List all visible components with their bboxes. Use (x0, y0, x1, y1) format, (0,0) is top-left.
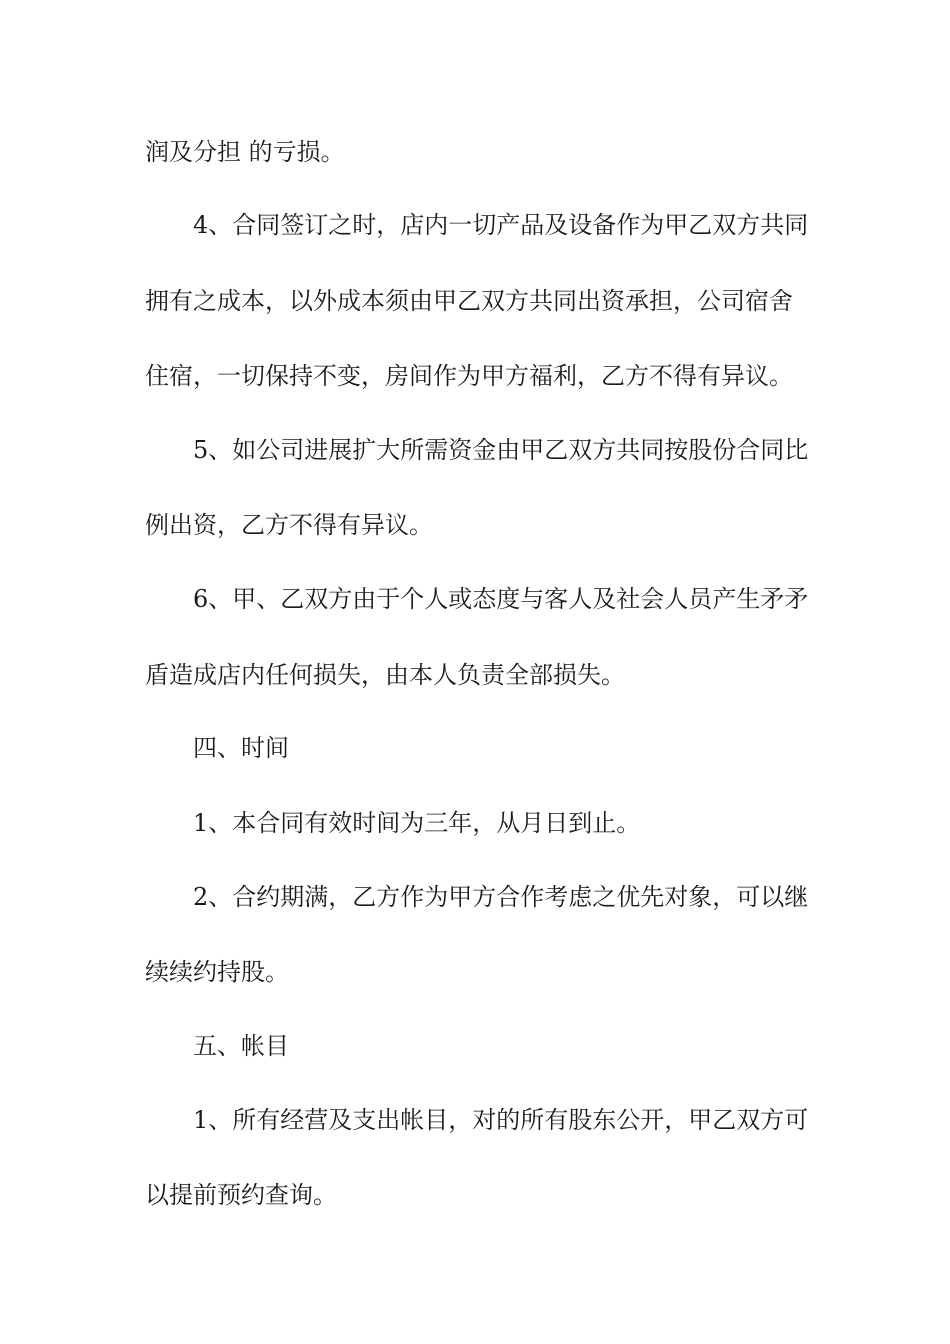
paragraph-line: 润及分担 的亏损。 (145, 138, 345, 166)
paragraph-line: 例出资，乙方不得有异议。 (145, 511, 433, 539)
paragraph-line: 住宿，一切保持不变，房间作为甲方福利，乙方不得有异议。 (145, 362, 793, 390)
paragraph-line: 2、合约期满，乙方作为甲方合作考虑之优先对象，可以继 (193, 883, 809, 911)
paragraph-line: 1、本合同有效时间为三年，从月日到止。 (193, 809, 641, 837)
paragraph-line: 6、甲、乙双方由于个人或态度与客人及社会人员产生矛矛 (193, 585, 809, 613)
paragraph-line: 5、如公司进展扩大所需资金由甲乙双方共同按股份合同比 (193, 436, 809, 464)
paragraph-line: 拥有之成本，以外成本须由甲乙双方共同出资承担，公司宿舍 (145, 287, 793, 315)
section-heading: 五、帐目 (193, 1032, 289, 1060)
paragraph-line: 续续约持股。 (145, 958, 289, 986)
paragraph-line: 1、所有经营及支出帐目，对的所有股东公开，甲乙双方可 (193, 1106, 809, 1134)
paragraph-line: 以提前预约查询。 (145, 1181, 337, 1209)
section-heading: 四、时间 (193, 734, 289, 762)
paragraph-line: 4、合同签订之时，店内一切产品及设备作为甲乙双方共同 (193, 211, 809, 239)
paragraph-line: 盾造成店内任何损失，由本人负责全部损失。 (145, 661, 625, 689)
